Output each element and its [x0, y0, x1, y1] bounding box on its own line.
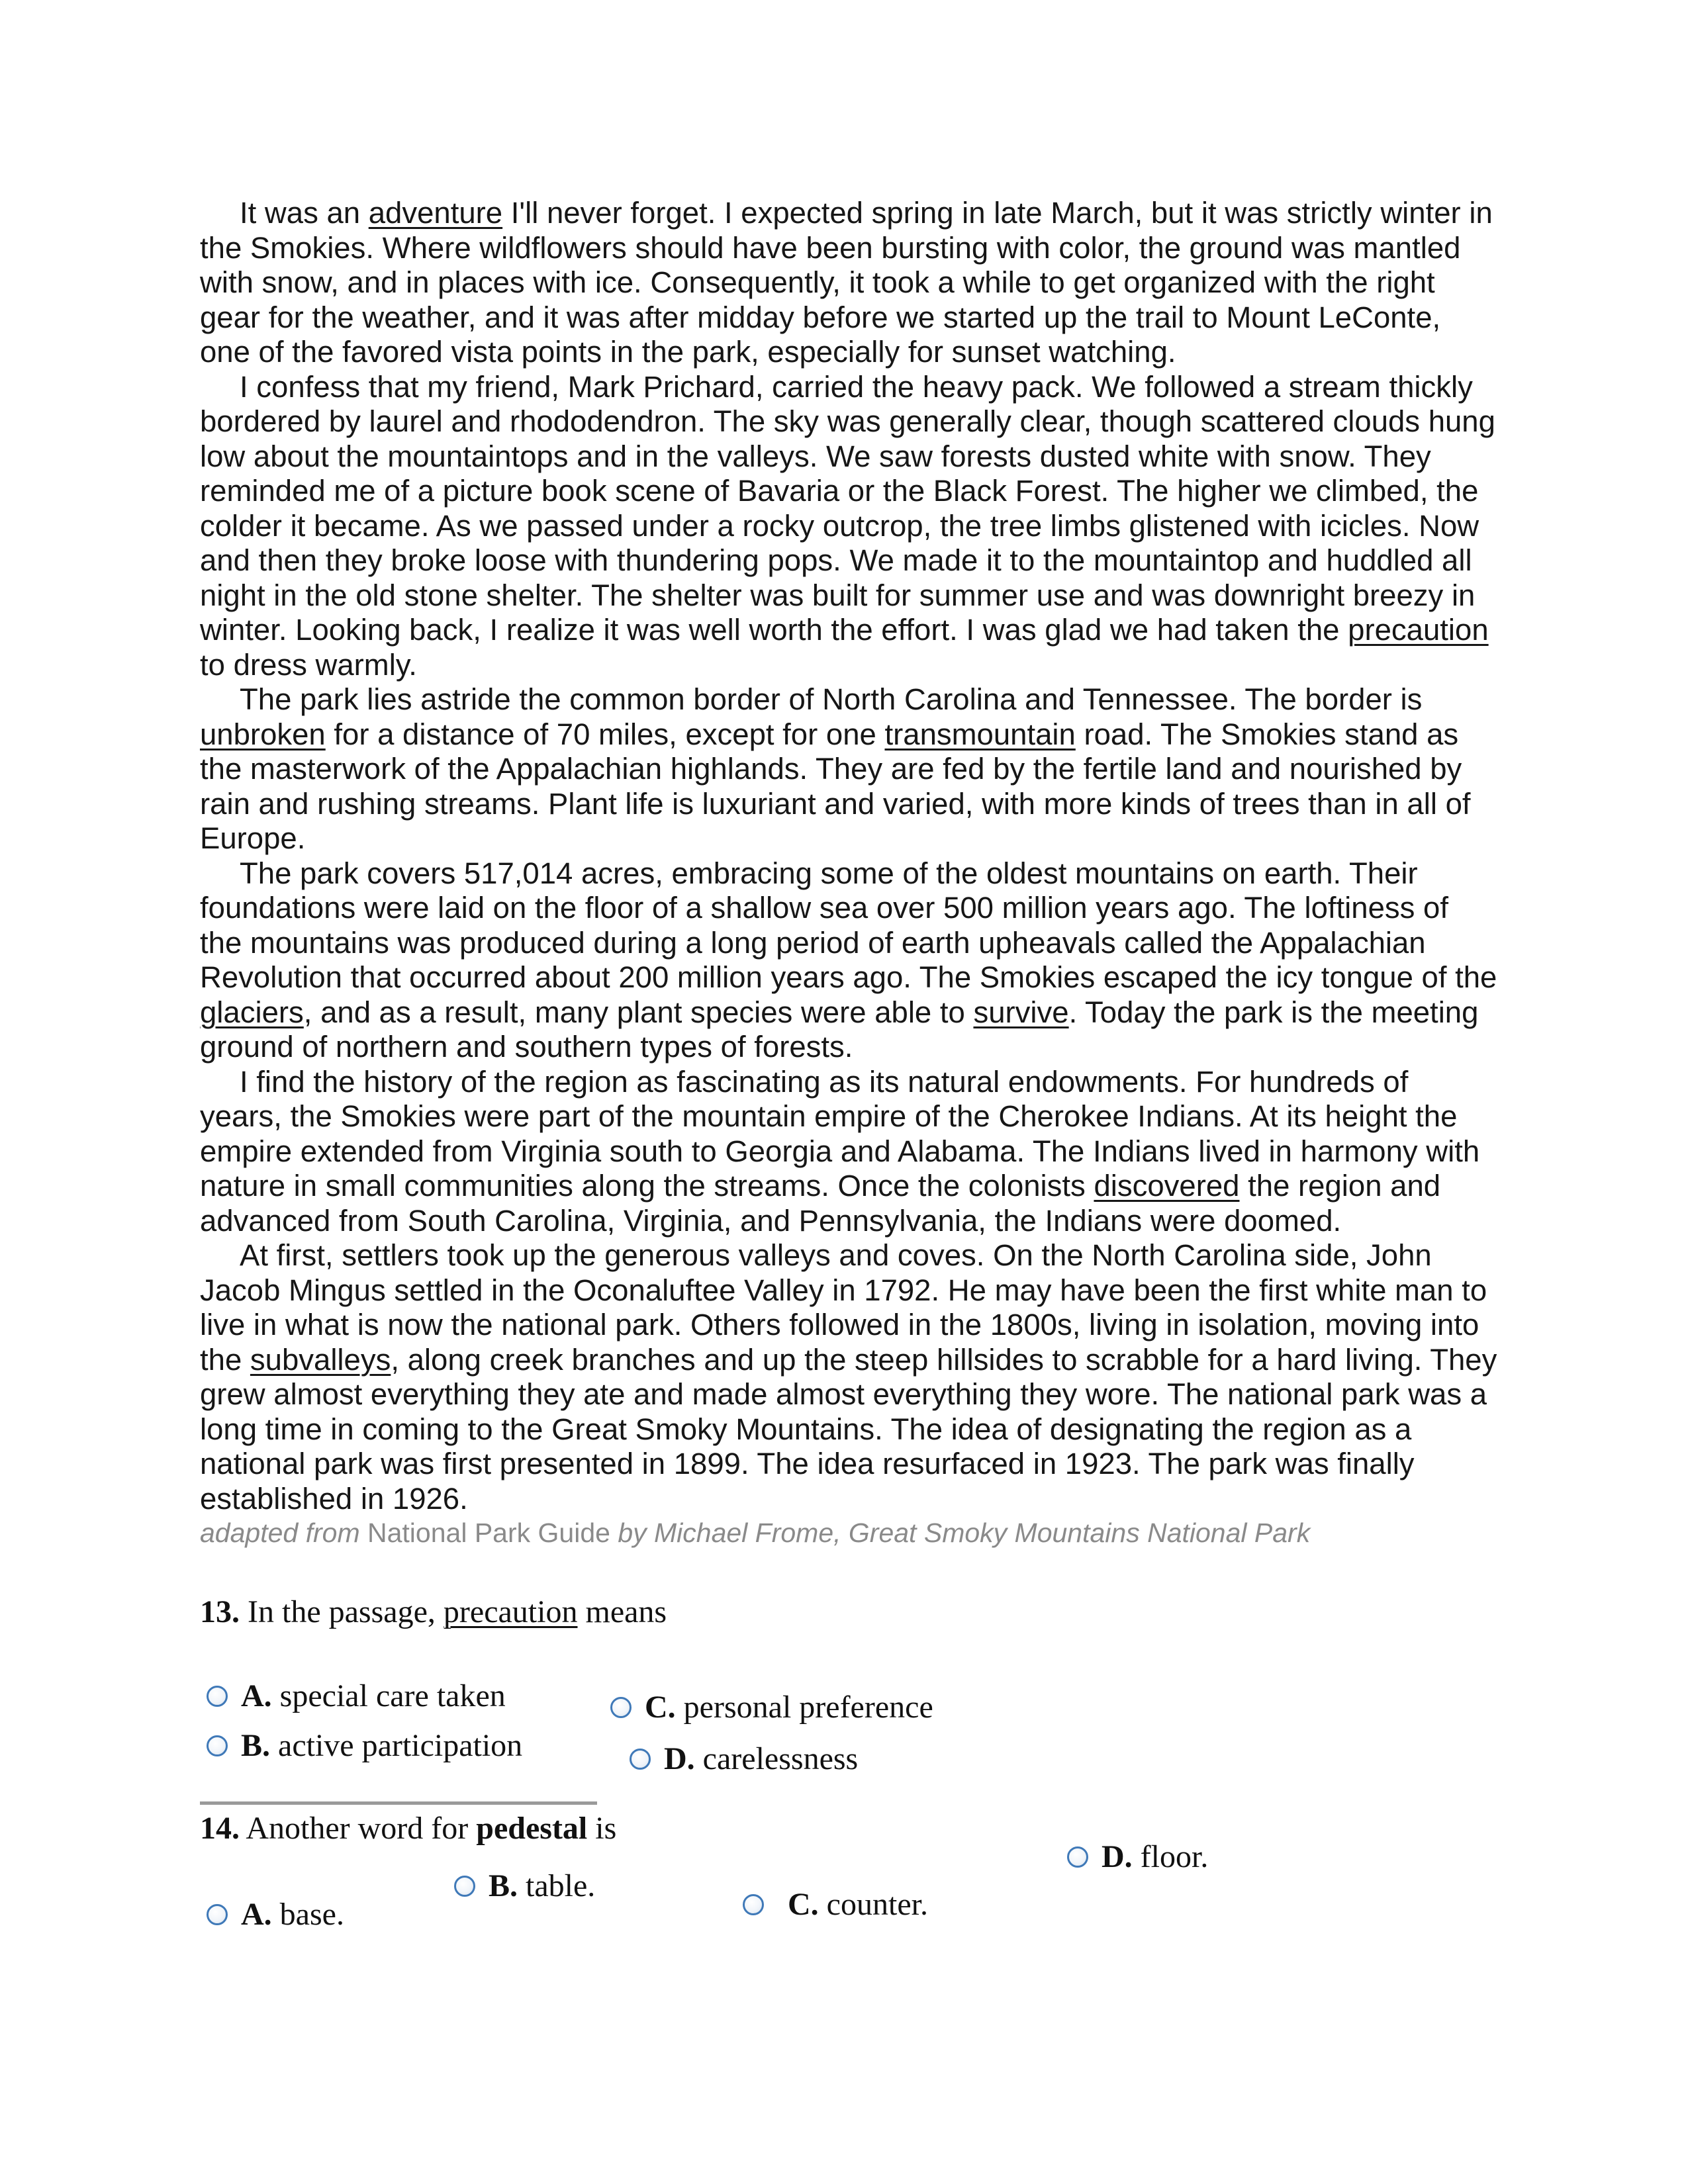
- q13-option-d[interactable]: D. carelessness: [630, 1741, 858, 1777]
- radio-circle-icon[interactable]: [630, 1749, 651, 1770]
- q13-option-a[interactable]: A. special care taken: [207, 1678, 506, 1714]
- source-citation: adapted from National Park Guide by Michael Frome, Great Smoky Mountains National Park: [200, 1518, 1311, 1548]
- vocab-unbroken: unbroken: [200, 717, 326, 751]
- reading-passage: [200, 196, 1497, 1549]
- vocab-precaution: precaution: [1348, 613, 1489, 647]
- radio-circle-icon[interactable]: [454, 1876, 475, 1897]
- question-divider: [200, 1801, 597, 1805]
- paragraph-4: The park covers 517,014 acres, embracing some of the oldest mountains on earth. Their foundations were laid on the floor of a shallow sea over 500 million years ago. The loftiness of the mountains was produced during a long period of earth upheavals called the Appalachian Revolution that occurred about 200 million years ago. The Smokies escaped the icy tongue of the glaciers, and as a result, many plant species were able to survive. Today the park is the meeting ground of northern and southern types of forests.: [200, 856, 1497, 1064]
- q13-option-c[interactable]: C. personal preference: [610, 1689, 933, 1725]
- vocab-subvalleys: subvalleys: [250, 1342, 391, 1377]
- q14-option-d[interactable]: D. floor.: [1067, 1839, 1208, 1875]
- vocab-transmountain: transmountain: [884, 717, 1076, 751]
- vocab-discovered: discovered: [1094, 1169, 1240, 1203]
- paragraph-3: The park lies astride the common border of North Carolina and Tennessee. The border is unbroken for a distance of 70 miles, except for one transmountain road. The Smokies stand as the masterwork of the Appalachian highlands. They are fed by the fertile land and nourished by rain and rushing streams. Plant life is luxuriant and varied, with more kinds of trees than in all of Europe.: [200, 682, 1471, 855]
- q14-option-a[interactable]: A. base.: [207, 1896, 344, 1933]
- question-13-term: precaution: [443, 1594, 578, 1629]
- question-13-prompt: 13. In the passage, precaution means: [200, 1594, 667, 1629]
- radio-circle-icon[interactable]: [207, 1686, 228, 1707]
- vocab-adventure: adventure: [368, 196, 503, 230]
- q14-option-b[interactable]: B. table.: [454, 1868, 595, 1904]
- paragraph-5: I find the history of the region as fascinating as its natural endowments. For hundreds of years, the Smokies were part of the mountain empire of the Cherokee Indians. At its height the empire extended from Virginia south to Georgia and Alabama. The Indians lived in harmony with nature in small communities along the streams. Once the colonists discovered the region and advanced from South Carolina, Virginia, and Pennsylvania, the Indians were doomed.: [200, 1064, 1480, 1238]
- radio-circle-icon[interactable]: [1067, 1846, 1088, 1868]
- radio-circle-icon[interactable]: [207, 1735, 228, 1756]
- source-title: National Park Guide: [367, 1518, 610, 1548]
- vocab-survive: survive: [973, 995, 1069, 1029]
- question-14-prompt: 14. Another word for pedestal is: [200, 1811, 617, 1846]
- vocab-glaciers: glaciers: [200, 995, 304, 1029]
- radio-circle-icon[interactable]: [207, 1904, 228, 1925]
- question-14-term: pedestal: [476, 1811, 588, 1846]
- radio-circle-icon[interactable]: [743, 1894, 764, 1915]
- q13-option-b[interactable]: B. active participation: [207, 1727, 522, 1764]
- radio-circle-icon[interactable]: [610, 1697, 632, 1718]
- paragraph-6: At first, settlers took up the generous valleys and coves. On the North Carolina side, John Jacob Mingus settled in the Oconaluftee Valley in 1792. He may have been the first white man to live in what is now the national park. Others followed in the 1800s, living in isolation, moving into the subvalleys, along creek branches and up the steep hillsides to scrabble for a hard living. They grew almost everything they ate and made almost everything they wore. The national park was a long time in coming to the Great Smoky Mountains. The idea of designating the region as a national park was first presented in 1899. The idea resurfaced in 1923. The park was finally established in 1926.: [200, 1238, 1497, 1516]
- q14-option-c[interactable]: C. counter.: [743, 1886, 928, 1923]
- paragraph-1: It was an adventure I'll never forget. I expected spring in late March, but it was strictly winter in the Smokies. Where wildflowers should have been bursting with color, the ground was mantled with snow, and in places with ice. Consequently, it took a while to get organized with the right gear for the weather, and it was after midday before we started up the trail to Mount LeConte, one of the favored vista points in the park, especially for sunset watching.: [200, 196, 1493, 369]
- paragraph-2: I confess that my friend, Mark Prichard, carried the heavy pack. We followed a stream thickly bordered by laurel and rhododendron. The sky was generally clear, though scattered clouds hung low about the mountaintops and in the valleys. We saw forests dusted white with snow. They reminded me of a picture book scene of Bavaria or the Black Forest. The higher we climbed, the colder it became. As we passed under a rocky outcrop, the tree limbs glistened with icicles. Now and then they broke loose with thundering pops. We made it to the mountaintop and huddled all night in the old stone shelter. The shelter was built for summer use and was downright breezy in winter. Looking back, I realize it was well worth the effort. I was glad we had taken the precaution to dress warmly.: [200, 369, 1495, 682]
